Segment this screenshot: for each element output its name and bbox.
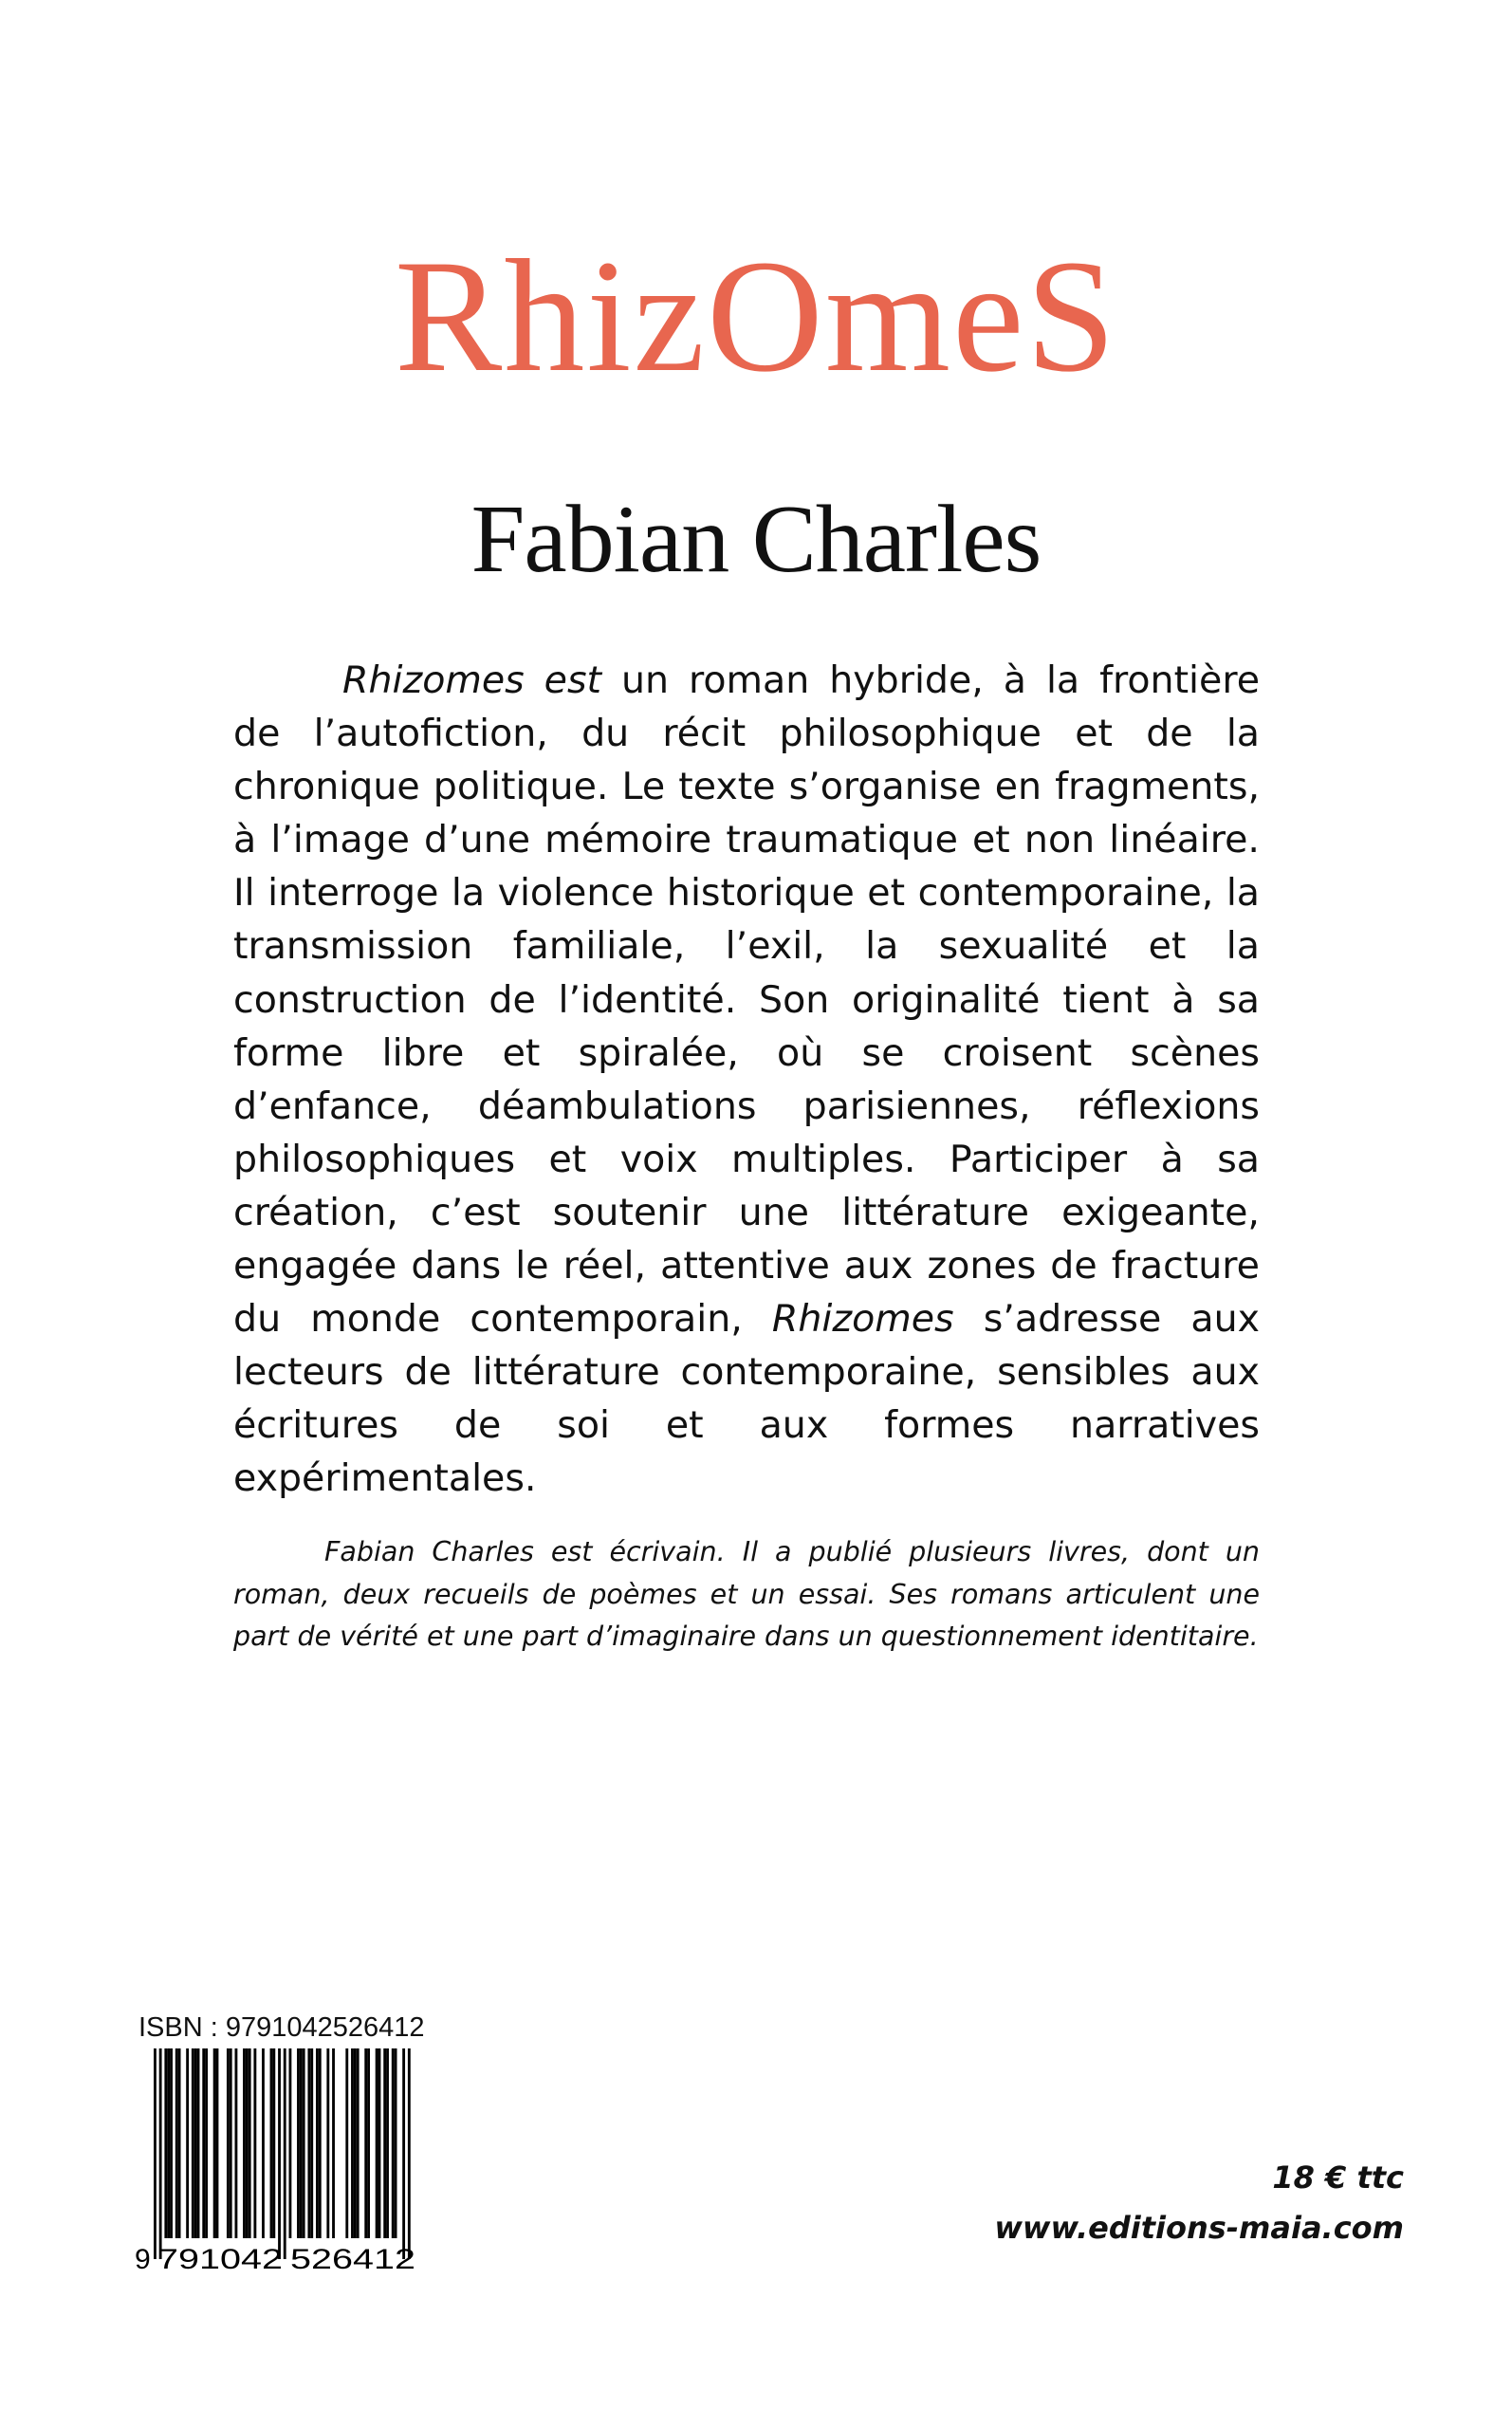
barcode-bar: [326, 2048, 329, 2238]
barcode-bar: [243, 2048, 246, 2238]
barcode-bar: [178, 2048, 181, 2238]
barcode-bar: [170, 2048, 173, 2238]
barcode-bar: [194, 2048, 197, 2238]
publisher-website: www.editions-maia.com: [994, 2210, 1404, 2246]
book-description: [233, 654, 1260, 1506]
barcode-bar: [395, 2048, 397, 2238]
isbn-label: ISBN : 9791042526412: [138, 2012, 425, 2043]
description-part-2: s’adresse aux lecteurs de littérature contemporaine, sensibles aux écritures de soi et aux formes narratives expérimentales.: [233, 1297, 1260, 1501]
barcode-bar: [357, 2048, 360, 2238]
barcode-guard-bar: [159, 2048, 162, 2259]
barcode-bar: [383, 2048, 386, 2238]
barcode-bar: [307, 2048, 310, 2238]
description-part-1: un roman hybride, à la frontière de l’autofiction, du récit philosophique et de la chronique politique. Le texte s’organise en fragments, à l’image d’une mémoire traumatique et non linéaire. Il interroge la violence historique et contemporaine, la transmission familiale, l’exil, la sexualité et la construction de l’identité. Son originalité tient à sa forme libre et spiralée, où se croisent scènes d’enfance, déambulations parisiennes, réflexions philosophiques et voix multiples. Participer à sa création, c’est soutenir une littérature exigeante, engagée dans le réel, attentive aux zones de fracture du monde contemporain,: [233, 658, 1261, 1342]
barcode-bar: [175, 2048, 178, 2238]
barcode-bar: [354, 2048, 357, 2238]
isbn-barcode: [135, 2048, 431, 2272]
barcode-bar: [213, 2048, 216, 2238]
barcode-bar: [345, 2048, 348, 2238]
barcode-bar: [216, 2048, 219, 2238]
barcode-bar: [392, 2048, 395, 2238]
barcode-bar: [300, 2048, 303, 2238]
barcode-bar: [289, 2048, 292, 2238]
barcode-bar: [297, 2048, 300, 2238]
barcode-bar: [310, 2048, 313, 2238]
barcode-bar: [364, 2048, 367, 2238]
barcode-left-digits: 791042: [157, 2244, 283, 2272]
barcode-guard-bar: [408, 2048, 411, 2259]
barcode-bar: [249, 2048, 251, 2238]
title-reference: Rhizomes est: [342, 658, 602, 702]
barcode-first-digit: 9: [135, 2244, 151, 2272]
author-bio-text: Fabian Charles est écrivain. Il a publié plusieurs livres, dont un roman, deux recueils de poèmes et un essai. Ses romans articulent une part de vérité et une part d’imaginaire dans un questionnement identitaire.: [233, 1536, 1260, 1652]
barcode-bar: [186, 2048, 189, 2238]
barcode-bar: [332, 2048, 335, 2238]
barcode-bar: [376, 2048, 378, 2238]
barcode-guard-bar: [284, 2048, 286, 2259]
barcode-bar: [235, 2048, 238, 2238]
barcode-bar: [272, 2048, 275, 2238]
barcode-bar: [197, 2048, 200, 2238]
barcode-bar: [167, 2048, 170, 2238]
barcode-bar: [227, 2048, 230, 2238]
barcode-bar: [386, 2048, 389, 2238]
barcode-bar: [367, 2048, 370, 2238]
barcode-bar: [246, 2048, 249, 2238]
barcode-guard-bar: [154, 2048, 157, 2259]
barcode-right-digits: 526412: [290, 2244, 415, 2272]
author-bio: [233, 1531, 1260, 1659]
barcode-guard-bar: [402, 2048, 405, 2259]
price: 18 € ttc: [1272, 2159, 1404, 2196]
barcode-bar: [205, 2048, 208, 2238]
barcode-bar: [378, 2048, 381, 2238]
book-title: RhizOmeS: [394, 227, 1118, 405]
barcode-bar: [319, 2048, 322, 2238]
barcode-bar: [202, 2048, 205, 2238]
barcode-bar: [164, 2048, 167, 2238]
barcode-bar: [303, 2048, 305, 2238]
barcode-bar: [262, 2048, 265, 2238]
author-name: Fabian Charles: [470, 486, 1042, 593]
barcode-bar: [351, 2048, 354, 2238]
barcode-bar: [192, 2048, 194, 2238]
barcode-bar: [230, 2048, 232, 2238]
barcode-guard-bar: [278, 2048, 281, 2259]
title-reference-2: Rhizomes: [771, 1297, 954, 1342]
barcode-bar: [270, 2048, 273, 2238]
barcode-bar: [316, 2048, 319, 2238]
barcode-bar: [253, 2048, 256, 2238]
